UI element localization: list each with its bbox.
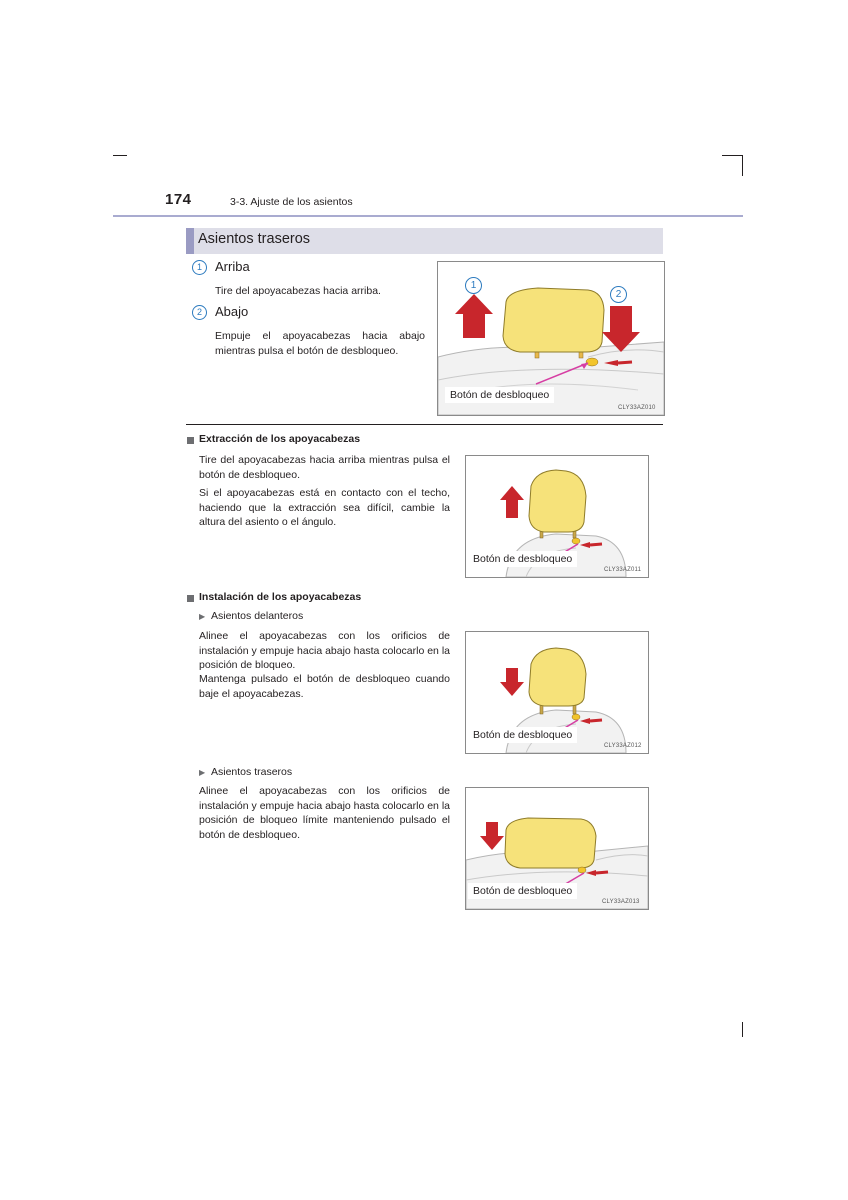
square-bullet <box>187 437 194 444</box>
figure-front-headrest-install <box>465 631 649 754</box>
figure-code: CLY33AZ010 <box>618 405 656 411</box>
figure-rear-headrest-adjust <box>437 261 665 416</box>
callout-2: 2 <box>610 286 627 303</box>
removal-text-1: Tire del apoyacabezas hacia arriba mientras pulsa el botón de desbloqueo. <box>199 454 450 481</box>
figure-code: CLY33AZ011 <box>604 567 642 573</box>
chapter-title: 3-3. Ajuste de los asientos <box>230 196 353 208</box>
section-title: Asientos traseros <box>198 231 311 247</box>
section-divider <box>186 424 663 425</box>
crop-mark-bottom-right <box>742 1022 743 1037</box>
figure-code: CLY33AZ013 <box>602 899 640 905</box>
front-seats-title: Asientos delanteros <box>211 610 304 622</box>
triangle-bullet-icon: ▶ <box>199 612 206 621</box>
front-text-1: Alinee el apoyacabezas con los orificios de instalación y empuje hacia abajo hasta colocarlo en la posición de bloqueo. <box>199 630 450 671</box>
removal-title: Extracción de los apoyacabezas <box>199 433 361 445</box>
crop-mark-top-right-h <box>722 155 743 156</box>
item-title-up: Arriba <box>215 259 250 274</box>
figure-headrest-removal <box>465 455 649 578</box>
front-text-2: Mantenga pulsado el botón de desbloqueo cuando baje el apoyacabezas. <box>199 673 450 700</box>
rear-seats-title: Asientos traseros <box>211 766 293 778</box>
item-text-down: Empuje el apoyacabezas hacia abajo mientras pulsa el botón de desbloqueo. <box>215 330 425 357</box>
figure-code: CLY33AZ012 <box>604 743 642 749</box>
page-number: 174 <box>165 191 192 208</box>
figure-rear-headrest-install <box>465 787 649 910</box>
item-number-2: 2 <box>192 305 207 320</box>
crop-mark-top-left <box>113 155 127 156</box>
item-number-1: 1 <box>192 260 207 275</box>
item-title-down: Abajo <box>215 304 249 319</box>
item-text-up: Tire del apoyacabezas hacia arriba. <box>215 285 381 297</box>
square-bullet <box>187 595 194 602</box>
release-button-label: Botón de desbloqueo <box>445 387 554 403</box>
section-heading <box>186 228 663 254</box>
header-rule <box>113 215 743 217</box>
release-button-label: Botón de desbloqueo <box>468 727 577 743</box>
removal-text-2: Si el apoyacabezas está en contacto con el techo, haciendo que la extracción sea difícil, cambie la altura del asiento o el ángulo. <box>199 487 450 528</box>
release-button-label: Botón de desbloqueo <box>468 883 577 899</box>
section-accent <box>186 228 194 254</box>
rear-text-1: Alinee el apoyacabezas con los orificios de instalación y empuje hacia abajo hasta colocarlo en la posición de bloqueo límite manteniendo pulsado el botón de desbloqueo. <box>199 785 450 841</box>
callout-1: 1 <box>465 277 482 294</box>
release-button-label: Botón de desbloqueo <box>468 551 577 567</box>
crop-mark-top-right-v <box>742 155 743 176</box>
installation-title: Instalación de los apoyacabezas <box>199 591 362 603</box>
triangle-bullet-icon: ▶ <box>199 768 206 777</box>
